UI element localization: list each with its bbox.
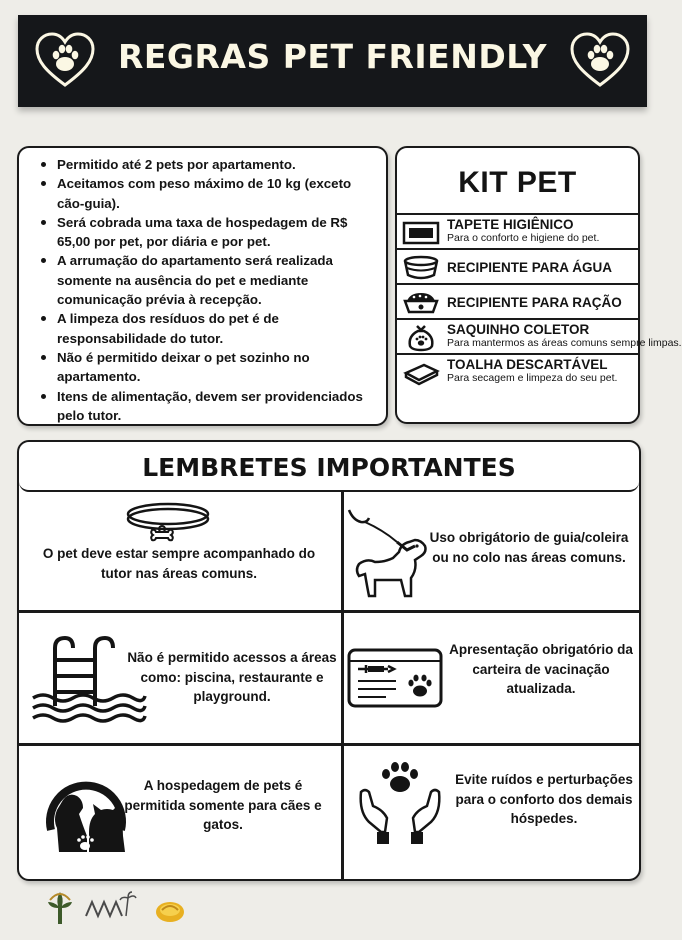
rules-list — [19, 148, 386, 425]
hands-paw-icon — [355, 762, 445, 846]
reminder-text: Evite ruídos e perturbações para o conforto dos demais hóspedes. — [455, 772, 633, 826]
reminders-grid — [19, 492, 639, 879]
kit-item-name: TOALHA DESCARTÁVEL — [447, 357, 608, 372]
reminders-box — [17, 440, 641, 881]
towel-icon — [402, 359, 440, 386]
reminder-text: Apresentação obrigatório da carteira de vacinação atualizada. — [449, 642, 633, 696]
dog-leash-icon — [345, 506, 435, 598]
paw-heart-icon — [34, 31, 96, 89]
rule-item: A arrumação do apartamento será realizada somente na ausência do pet e mediante comunicação prévia à recepção. — [37, 251, 378, 309]
food-bowl-icon — [402, 289, 440, 316]
rule-item: Aceitamos com peso máximo de 10 kg (exceto cão-guia). — [37, 174, 378, 213]
rule-item: Não é permitido deixar o pet sozinho no apartamento. — [37, 348, 378, 387]
kit-item — [397, 285, 638, 320]
reminder-text: Uso obrigátorio de guia/coleira ou no colo nas áreas comuns. — [429, 530, 629, 565]
kit-item — [397, 215, 638, 250]
kit-pet-box — [395, 146, 682, 424]
paw-heart-icon — [569, 31, 631, 89]
rules-box — [17, 146, 388, 426]
hotel-logos-icon — [44, 890, 194, 926]
grid-divider — [341, 492, 344, 879]
kit-item — [397, 320, 682, 355]
kit-item-name: RECIPIENTE PARA RAÇÃO — [447, 295, 622, 310]
kit-item — [397, 250, 638, 285]
grid-divider — [19, 610, 639, 613]
kit-item-name: SAQUINHO COLETOR — [447, 322, 590, 337]
pad-icon — [402, 219, 440, 246]
reminders-title: LEMBRETES IMPORTANTES — [19, 442, 639, 492]
kit-title: KIT PET — [397, 148, 638, 215]
kit-item-sub: Para mantermos as áreas comuns sempre limpas. — [447, 337, 682, 349]
grid-divider — [19, 743, 639, 746]
kit-item-name: TAPETE HIGIÊNICO — [447, 217, 574, 232]
rule-item: Itens de alimentação, devem ser providenciados pelo tutor. — [37, 387, 378, 426]
kit-item-sub: Para secagem e limpeza do seu pet. — [447, 372, 618, 384]
page-title: REGRAS PET FRIENDLY — [117, 37, 548, 76]
kit-item-sub: Para o conforto e higiene do pet. — [447, 232, 600, 244]
dog-cat-icon — [43, 770, 129, 856]
kit-item-name: RECIPIENTE PARA ÁGUA — [447, 260, 613, 275]
waste-bag-icon — [402, 324, 440, 351]
water-bowl-icon — [402, 254, 440, 281]
reminder-text: Não é permitido acessos a áreas como: piscina, restaurante e playground. — [127, 650, 337, 704]
rule-item: Permitido até 2 pets por apartamento. — [37, 155, 378, 174]
reminder-text: O pet deve estar sempre acompanhado do tutor nas áreas comuns. — [42, 546, 316, 581]
collar-icon — [123, 500, 213, 544]
reminder-text: A hospedagem de pets é permitida somente para cães e gatos. — [124, 778, 322, 832]
rule-item: A limpeza dos resíduos do pet é de responsabilidade do tutor. — [37, 309, 378, 348]
kit-item — [397, 355, 638, 390]
header-banner — [18, 15, 647, 107]
vaccination-card-icon — [346, 647, 444, 709]
rule-item: Será cobrada uma taxa de hospedagem de R$ 65,00 por pet, por diária e por pet. — [37, 213, 378, 252]
